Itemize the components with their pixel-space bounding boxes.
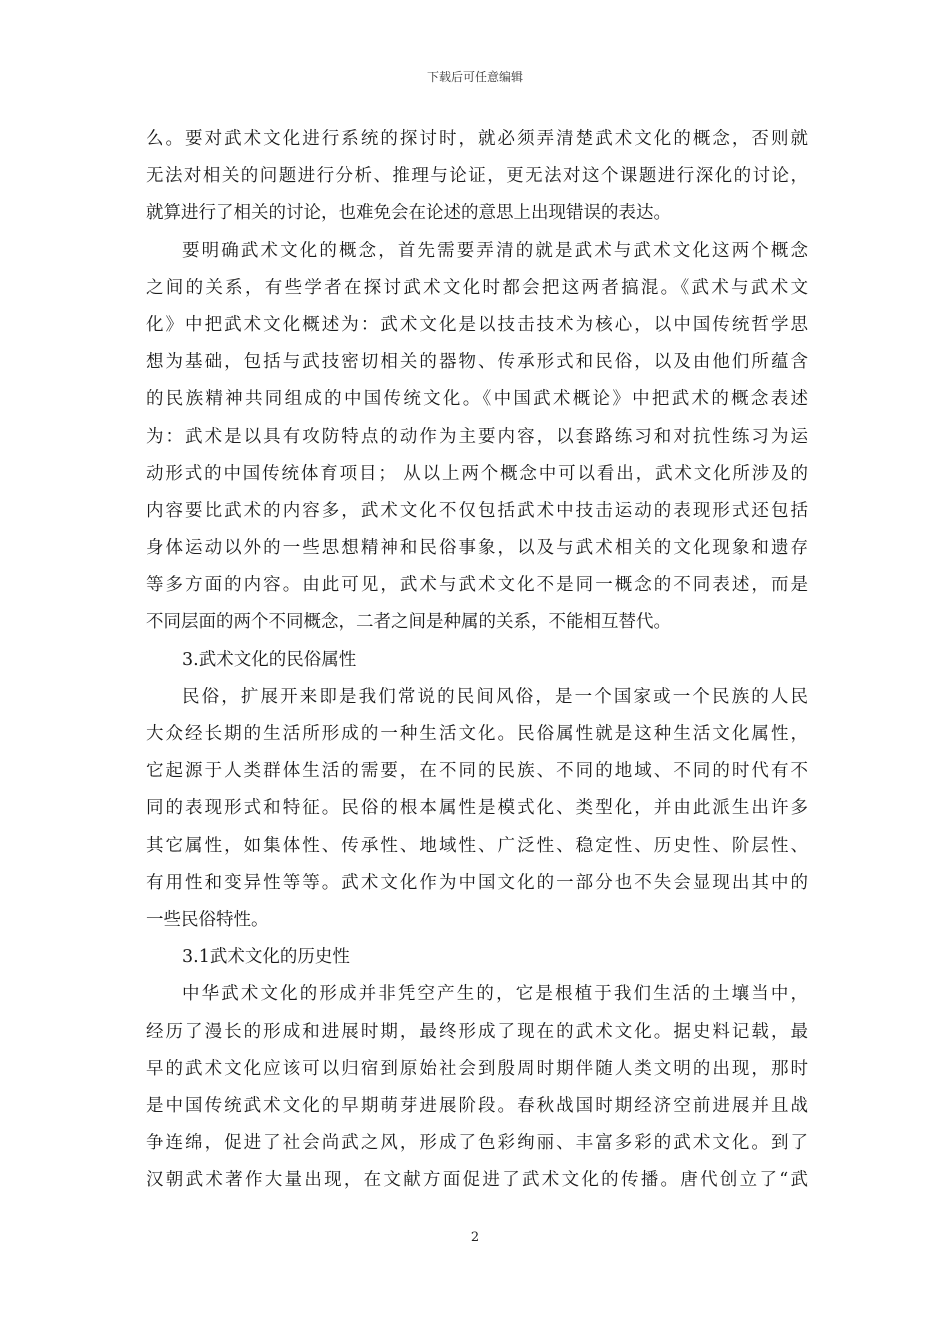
page-header: 下载后可任意编辑 [426, 70, 523, 84]
text-line: 争连绵，促进了社会尚武之风，形成了色彩绚丽、丰富多彩的武术文化。到了 [146, 1133, 808, 1154]
text-line: 它起源于人类群体生活的需要，在不同的民族、不同的地域、不同的时代有不 [146, 761, 808, 782]
text-line: 同的表现形式和特征。民俗的根本属性是模式化、类型化，并由此派生出许多 [146, 798, 808, 819]
text-line: 想为基础，包括与武技密切相关的器物、传承形式和民俗，以及由他们所蕴含 [146, 352, 808, 373]
text-line: 经历了漫长的形成和进展时期，最终形成了现在的武术文化。据史料记载，最 [146, 1021, 808, 1042]
text-line: 民俗，扩展开来即是我们常说的民间风俗，是一个国家或一个民族的人民 [182, 686, 808, 707]
text-line: 其它属性，如集体性、传承性、地域性、广泛性、稳定性、历史性、阶层性、 [146, 835, 808, 856]
page-number: 2 [470, 1230, 480, 1245]
text-line: 动形式的中国传统体育项目； 从以上两个概念中可以看出，武术文化所涉及的 [146, 463, 808, 484]
text-line: 无法对相关的问题进行分析、推理与论证，更无法对这个课题进行深化的讨论， [146, 166, 808, 187]
text-line: 是中国传统武术文化的早期萌芽进展阶段。春秋战国时期经济空前进展并且战 [146, 1095, 808, 1116]
text-line: 有用性和变异性等等。武术文化作为中国文化的一部分也不失会显现出其中的 [146, 872, 808, 893]
text-line: 么。要对武术文化进行系统的探讨时，就必须弄清楚武术文化的概念，否则就 [146, 129, 808, 149]
text-line: 中华武术文化的形成并非凭空产生的，它是根植于我们生活的土壤当中， [182, 984, 808, 1005]
text-line: 一些民俗特性。 [146, 909, 269, 930]
text-line: 就算进行了相关的讨论，也难免会在论述的意思上出现错误的表达。 [146, 203, 671, 224]
text-line: 汉朝武术著作大量出现，在文献方面促进了武术文化的传播。唐代创立了“武 [146, 1170, 808, 1191]
text-line: 等多方面的内容。由此可见，武术与武术文化不是同一概念的不同表述，而是 [146, 575, 808, 596]
section-heading: 3.1武术文化的历史性 [182, 947, 350, 968]
section-heading: 3.武术文化的民俗属性 [182, 649, 357, 670]
text-line: 大众经长期的生活所形成的一种生活文化。民俗属性就是这种生活文化属性， [146, 724, 808, 744]
text-line: 早的武术文化应该可以归宿到原始社会到殷周时期伴随人类文明的出现，那时 [146, 1058, 808, 1079]
text-line: 为：武术是以具有攻防特点的动作为主要内容，以套路练习和对抗性练习为运 [146, 426, 808, 447]
document-body [146, 121, 808, 1199]
text-line: 身体运动以外的一些思想精神和民俗事象，以及与武术相关的文化现象和遗存 [146, 538, 808, 559]
text-line: 不同层面的两个不同概念，二者之间是种属的关系，不能相互替代。 [146, 612, 671, 633]
text-line: 的民族精神共同组成的中国传统文化。《中国武术概论》中把武术的概念表述 [146, 389, 808, 410]
text-line: 之间的关系，有些学者在探讨武术文化时都会把这两者搞混。《武术与武术文 [146, 277, 808, 298]
text-line: 化》中把武术文化概述为：武术文化是以技击技术为核心，以中国传统哲学思 [146, 314, 808, 335]
text-line: 要明确武术文化的概念，首先需要弄清的就是武术与武术文化这两个概念 [182, 240, 808, 261]
text-line: 内容要比武术的内容多，武术文化不仅包括武术中技击运动的表现形式还包括 [146, 500, 808, 521]
